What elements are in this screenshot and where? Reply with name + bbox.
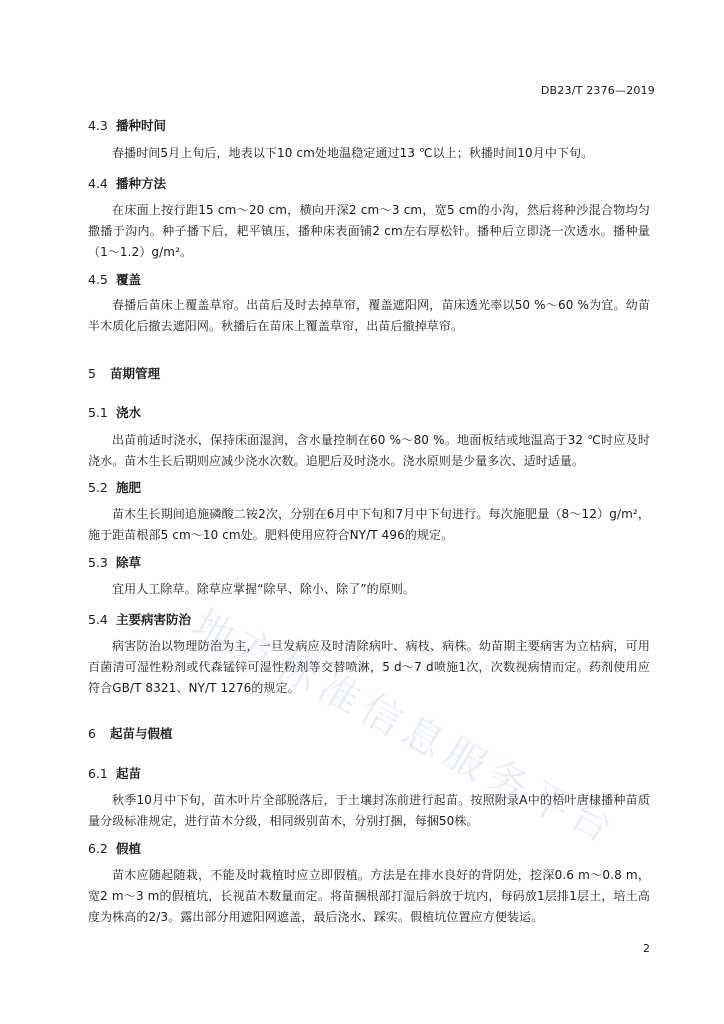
paragraph-6-1: 秋季10月中下旬，苗木叶片全部脱落后，于土壤封冻前进行起苗。按照附录A中的梧叶唐棣播种苗质量分级标准规定，进行苗木分级，相同级别苗木，分别打捆，每捆50株。: [88, 793, 650, 828]
heading-title: 起苗: [116, 766, 142, 781]
watermark-char: 息: [394, 707, 453, 768]
heading-number: 6.1: [88, 766, 108, 781]
heading-6-1: [88, 764, 141, 782]
heading-4-4: [88, 174, 166, 192]
heading-title: 播种时间: [116, 118, 167, 133]
watermark-char: 准: [310, 663, 369, 724]
heading-number: 4.3: [88, 118, 108, 133]
paragraph-5-1: 出苗前适时浇水，保持床面湿润，含水量控制在60 %～80 %。地面板结或地温高于32 ℃时应及时浇水。苗木生长后期则应减少浇水次数。追肥后及时浇水。浇水原则是少量多次、适时适量。: [88, 433, 650, 468]
heading-title: 起苗与假植: [110, 726, 173, 741]
heading-number: 5.1: [88, 405, 108, 420]
watermark-char: 平: [520, 773, 579, 834]
heading-5-2: [88, 478, 141, 496]
heading-5-1: [88, 403, 141, 421]
heading-number: 5.3: [88, 555, 108, 570]
heading-title: 主要病害防治: [116, 612, 192, 627]
heading-number: 6.2: [88, 841, 108, 856]
paragraph-5-2: 苗木生长期间追施磷酸二铵2次，分别在6月中下旬和7月中下旬进行。每次施肥量（8～12）g/m²，施于距苗根部5 cm～10 cm处。肥料使用应符合NY/T 496的规定。: [88, 507, 650, 542]
heading-5: [88, 364, 160, 382]
watermark-char: 地: [184, 601, 243, 662]
heading-number: 5.2: [88, 480, 108, 495]
heading-5-4: [88, 610, 191, 628]
heading-6-2: [88, 839, 141, 857]
heading-title: 施肥: [116, 480, 142, 495]
heading-title: 假植: [116, 841, 142, 856]
heading-number: 6: [88, 726, 96, 741]
heading-title: 覆盖: [116, 272, 142, 287]
heading-title: 除草: [116, 555, 142, 570]
watermark-char: 台: [562, 791, 621, 852]
paragraph-5-3: 宜用人工除草。除草应掌握“除早、除小、除了”的原则。: [112, 582, 416, 596]
heading-4-3: [88, 116, 166, 134]
page-number: 2: [643, 942, 650, 955]
paragraph-6-2: 苗木应随起随栽，不能及时栽植时应立即假植。方法是在排水良好的背阴处，挖深0.6 m～0.8 m，宽2 m～3 m的假植坑，长视苗木数量而定。将苗捆根部打湿后斜放于坑内，每码放1层排1层土，培土高度为株高的2/3。露出部分用遮阳网遮盖，最后浇水、踩实。假植坑位置应方便装运。: [88, 868, 650, 924]
heading-number: 4.5: [88, 272, 108, 287]
paragraph-5-4: 病害防治以物理防治为主，一旦发病应及时清除病叶、病枝、病株。幼苗期主要病害为立枯病，可用百菌清可湿性粉剂或代森锰锌可湿性粉剂等交替喷淋，5 d～7 d喷施1次，次数视病情而定。药剂使用应符合GB/T 8321、NY/T 1276的规定。: [88, 639, 650, 695]
heading-title: 播种方法: [116, 176, 167, 191]
heading-5-3: [88, 553, 141, 571]
paragraph-4-4: 在床面上按行距15 cm～20 cm，横向开深2 cm～3 cm，宽5 cm的小沟，然后将种沙混合物均匀撒播于沟内。种子播下后，耙平镇压，播种床表面铺2 cm左右厚松针。播种后立即浇一次透水。播种量（1～1.2）g/m²。: [88, 203, 650, 259]
watermark-char: 方: [226, 621, 285, 682]
standard-code: DB23/T 2376—2019: [540, 84, 655, 97]
watermark-char: 标: [268, 641, 327, 702]
paragraph-4-5: 春播后苗床上覆盖草帘。出苗后及时去掉草帘，覆盖遮阳网，苗床透光率以50 %～60 %为宜。幼苗半木质化后撤去遮阳网。秋播后在苗床上覆盖草帘，出苗后撤掉草帘。: [88, 298, 650, 333]
heading-6: [88, 724, 173, 742]
heading-number: 4.4: [88, 176, 108, 191]
heading-title: 苗期管理: [110, 366, 161, 381]
watermark-char: 信: [352, 685, 411, 746]
heading-4-5: [88, 270, 141, 288]
watermark-char: 务: [478, 751, 537, 812]
heading-number: 5: [88, 366, 96, 381]
heading-title: 浇水: [116, 405, 142, 420]
heading-number: 5.4: [88, 612, 108, 627]
watermark-char: 服: [436, 729, 495, 790]
paragraph-4-3: 春播时间5月上旬后，地表以下10 cm处地温稳定通过13 ℃以上；秋播时间10月中下旬。: [112, 146, 594, 160]
